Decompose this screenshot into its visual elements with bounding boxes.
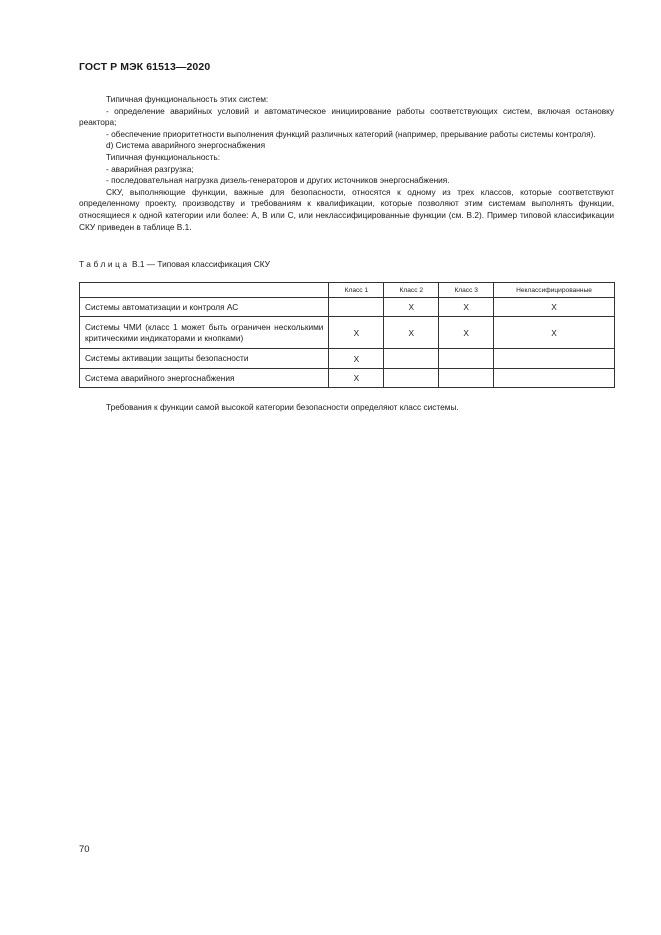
class-cell [329, 298, 384, 317]
table-caption [79, 259, 270, 269]
class-cell [494, 369, 615, 388]
column-header: Неклассифицированные [494, 283, 615, 298]
system-name-cell: Система аварийного энергоснабжения [80, 369, 329, 388]
class-cell: X [384, 298, 439, 317]
class-cell [439, 349, 494, 369]
table-caption-label: Таблица [79, 259, 130, 269]
class-cell: X [439, 298, 494, 317]
class-cell: X [329, 317, 384, 349]
classification-table [79, 282, 615, 388]
paragraph: СКУ, выполняющие функции, важные для безопасности, относятся к одному из трех классов, которые соответствуют определенному проекту, производству и требованиям к квалификации, которые позволяют этим системам выполнять функции, относящиеся к одной категории или более: А, В или С, или неклассифицированные функции (см. В.2). Пример типовой классификации СКУ приведен в таблице В.1. [79, 186, 614, 232]
column-header: Класс 3 [439, 283, 494, 298]
table-header-row [80, 283, 615, 298]
paragraph: d) Система аварийного энергоснабжения [106, 140, 266, 151]
table-note: Требования к функции самой высокой категории безопасности определяют класс системы. [106, 402, 459, 412]
page-number: 70 [79, 844, 90, 855]
class-cell: X [439, 317, 494, 349]
class-cell: X [384, 317, 439, 349]
column-header: Класс 1 [329, 283, 384, 298]
class-cell [384, 369, 439, 388]
system-name-cell: Системы автоматизации и контроля АС [80, 298, 329, 317]
class-cell: X [329, 369, 384, 388]
column-header: Класс 2 [384, 283, 439, 298]
system-name-cell: Системы ЧМИ (класс 1 может быть ограничен несколькими критическими индикаторами и кнопками) [80, 317, 329, 349]
class-cell: X [494, 317, 615, 349]
paragraph: - обеспечение приоритетности выполнения функций различных категорий (например, прерывание работы системы контроля). [106, 128, 596, 139]
class-cell: X [329, 349, 384, 369]
column-header [80, 283, 329, 298]
class-cell: X [494, 298, 615, 317]
paragraph: Типичная функциональность: [106, 151, 221, 162]
class-cell [384, 349, 439, 369]
body-text [79, 94, 614, 233]
table-caption-text: В.1 — Типовая классификация СКУ [132, 259, 270, 269]
table-row [80, 369, 615, 388]
table-row [80, 317, 615, 349]
paragraph: - последовательная нагрузка дизель-генераторов и других источников энергоснабжения. [106, 175, 450, 186]
class-cell [494, 349, 615, 369]
document-header: ГОСТ Р МЭК 61513—2020 [79, 61, 211, 73]
class-cell [439, 369, 494, 388]
paragraph: - аварийная разгрузка; [106, 163, 194, 174]
paragraph: - определение аварийных условий и автоматическое инициирование работы соответствующих систем, включая остановку реактора; [79, 105, 614, 128]
table-row [80, 349, 615, 369]
table-row [80, 298, 615, 317]
system-name-cell: Системы активации защиты безопасности [80, 349, 329, 369]
paragraph: Типичная функциональность этих систем: [106, 94, 269, 104]
